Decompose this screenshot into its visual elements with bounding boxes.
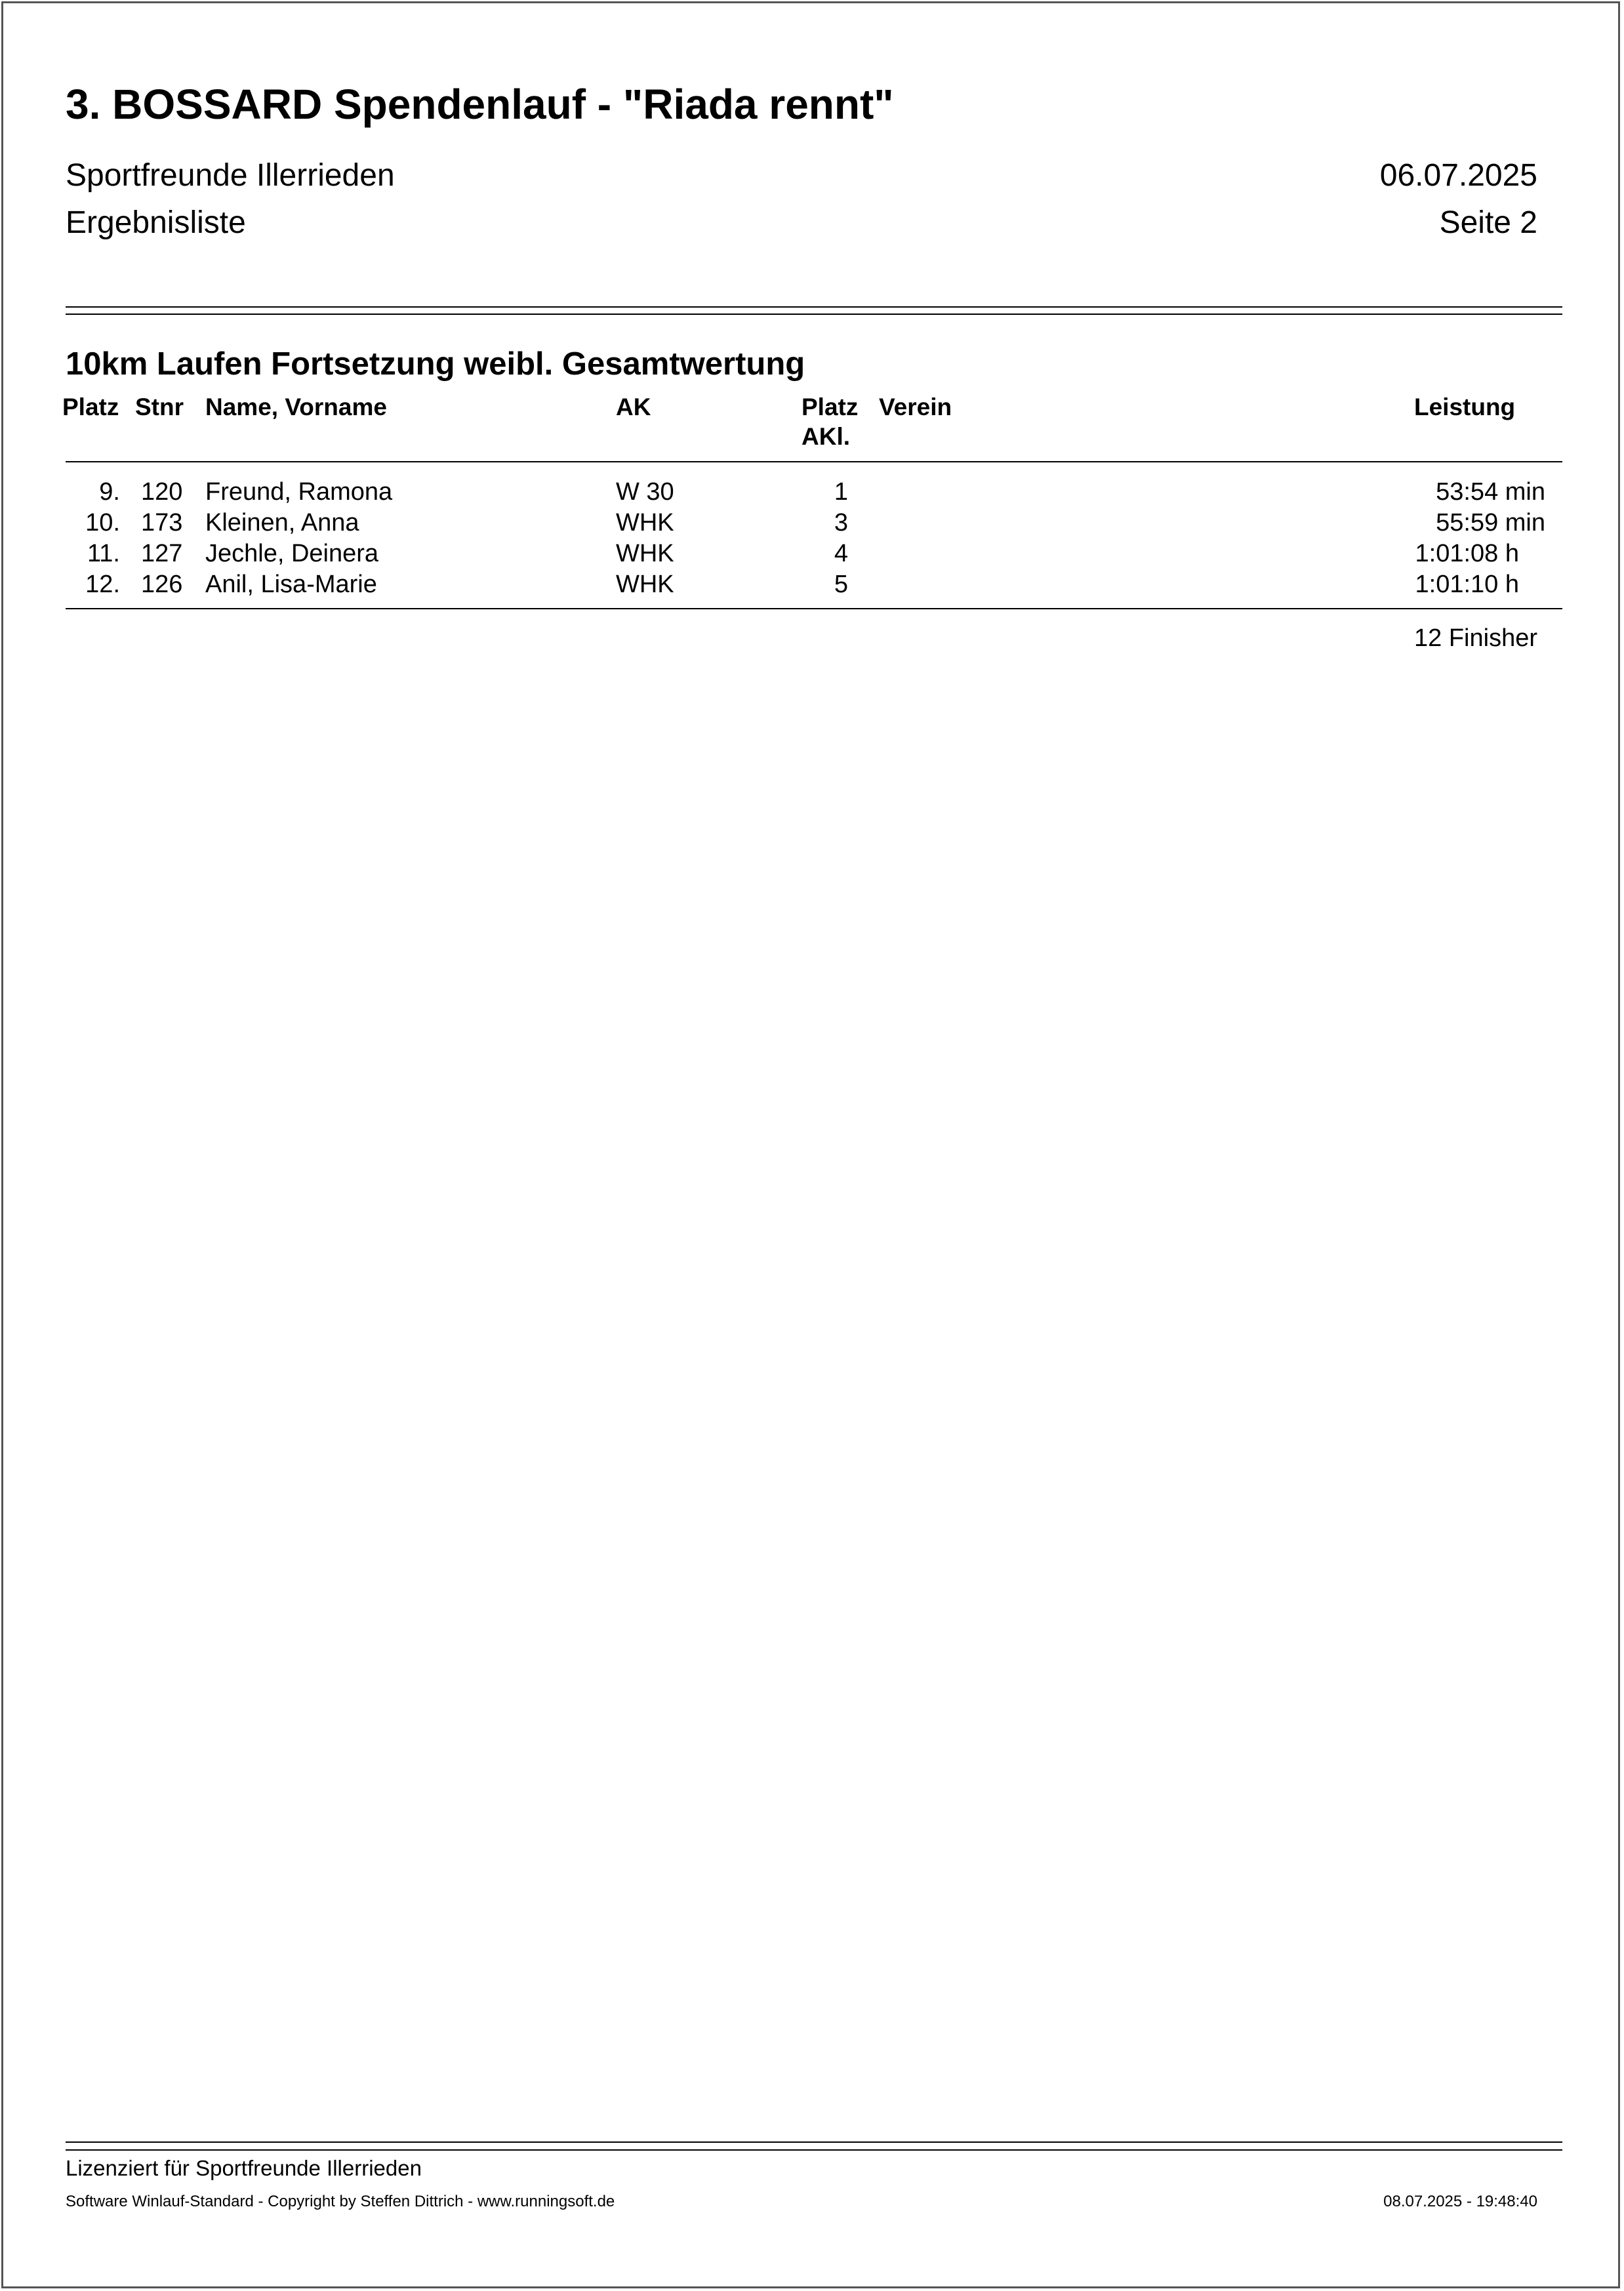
finisher-count: 12 Finisher bbox=[1414, 624, 1537, 652]
header-divider-bottom bbox=[66, 314, 1562, 315]
row-platz-akl: 5 bbox=[834, 571, 848, 598]
section-title: 10km Laufen Fortsetzung weibl. Gesamtwertung bbox=[66, 346, 805, 382]
page-number: Seite 2 bbox=[1439, 205, 1537, 240]
row-name: Anil, Lisa-Marie bbox=[205, 571, 377, 598]
page-frame bbox=[1, 1, 1620, 2288]
column-header-platz-akl: Platz bbox=[802, 394, 859, 420]
row-stnr: 127 bbox=[141, 540, 183, 567]
column-header-platz-akl-second-line: AKl. bbox=[802, 423, 850, 450]
header-divider-top bbox=[66, 306, 1562, 308]
row-ak: W 30 bbox=[616, 478, 674, 506]
row-ak: WHK bbox=[616, 571, 674, 598]
row-name: Freund, Ramona bbox=[205, 478, 393, 506]
column-header-leistung: Leistung bbox=[1414, 394, 1516, 420]
footer-timestamp: 08.07.2025 - 19:48:40 bbox=[1383, 2193, 1537, 2210]
column-header-stnr: Stnr bbox=[135, 394, 184, 420]
column-header-divider bbox=[66, 461, 1562, 462]
column-header-name: Name, Vorname bbox=[205, 394, 387, 420]
row-leistung: 55:59 min bbox=[1436, 509, 1545, 537]
row-platz: 11. bbox=[87, 540, 120, 567]
row-platz-akl: 4 bbox=[834, 540, 848, 567]
row-stnr: 126 bbox=[141, 571, 183, 598]
row-platz: 12. bbox=[85, 571, 120, 598]
footer-software-credit: Software Winlauf-Standard - Copyright by Steffen Dittrich - www.runningsoft.de bbox=[66, 2193, 615, 2210]
row-ak: WHK bbox=[616, 540, 674, 567]
footer-divider-bottom bbox=[66, 2149, 1562, 2151]
footer-divider-top bbox=[66, 2141, 1562, 2143]
row-platz: 9. bbox=[99, 478, 120, 506]
row-leistung: 1:01:10 h bbox=[1415, 571, 1519, 598]
footer-license: Lizenziert für Sportfreunde Illerrieden bbox=[66, 2156, 422, 2180]
organizer-name: Sportfreunde Illerrieden bbox=[66, 158, 395, 193]
row-leistung: 1:01:08 h bbox=[1415, 540, 1519, 567]
row-platz: 10. bbox=[85, 509, 120, 537]
row-ak: WHK bbox=[616, 509, 674, 537]
row-stnr: 120 bbox=[141, 478, 183, 506]
row-name: Kleinen, Anna bbox=[205, 509, 359, 537]
column-header-verein: Verein bbox=[879, 394, 952, 420]
row-platz-akl: 1 bbox=[834, 478, 848, 506]
row-name: Jechle, Deinera bbox=[205, 540, 379, 567]
row-leistung: 53:54 min bbox=[1436, 478, 1545, 506]
event-date: 06.07.2025 bbox=[1379, 158, 1537, 193]
list-type: Ergebnisliste bbox=[66, 205, 246, 240]
row-stnr: 173 bbox=[141, 509, 183, 537]
column-header-ak: AK bbox=[616, 394, 651, 420]
row-platz-akl: 3 bbox=[834, 509, 848, 537]
table-bottom-divider bbox=[66, 608, 1562, 609]
document-title: 3. BOSSARD Spendenlauf - "Riada rennt" bbox=[66, 81, 894, 128]
column-header-platz: Platz bbox=[62, 394, 119, 420]
